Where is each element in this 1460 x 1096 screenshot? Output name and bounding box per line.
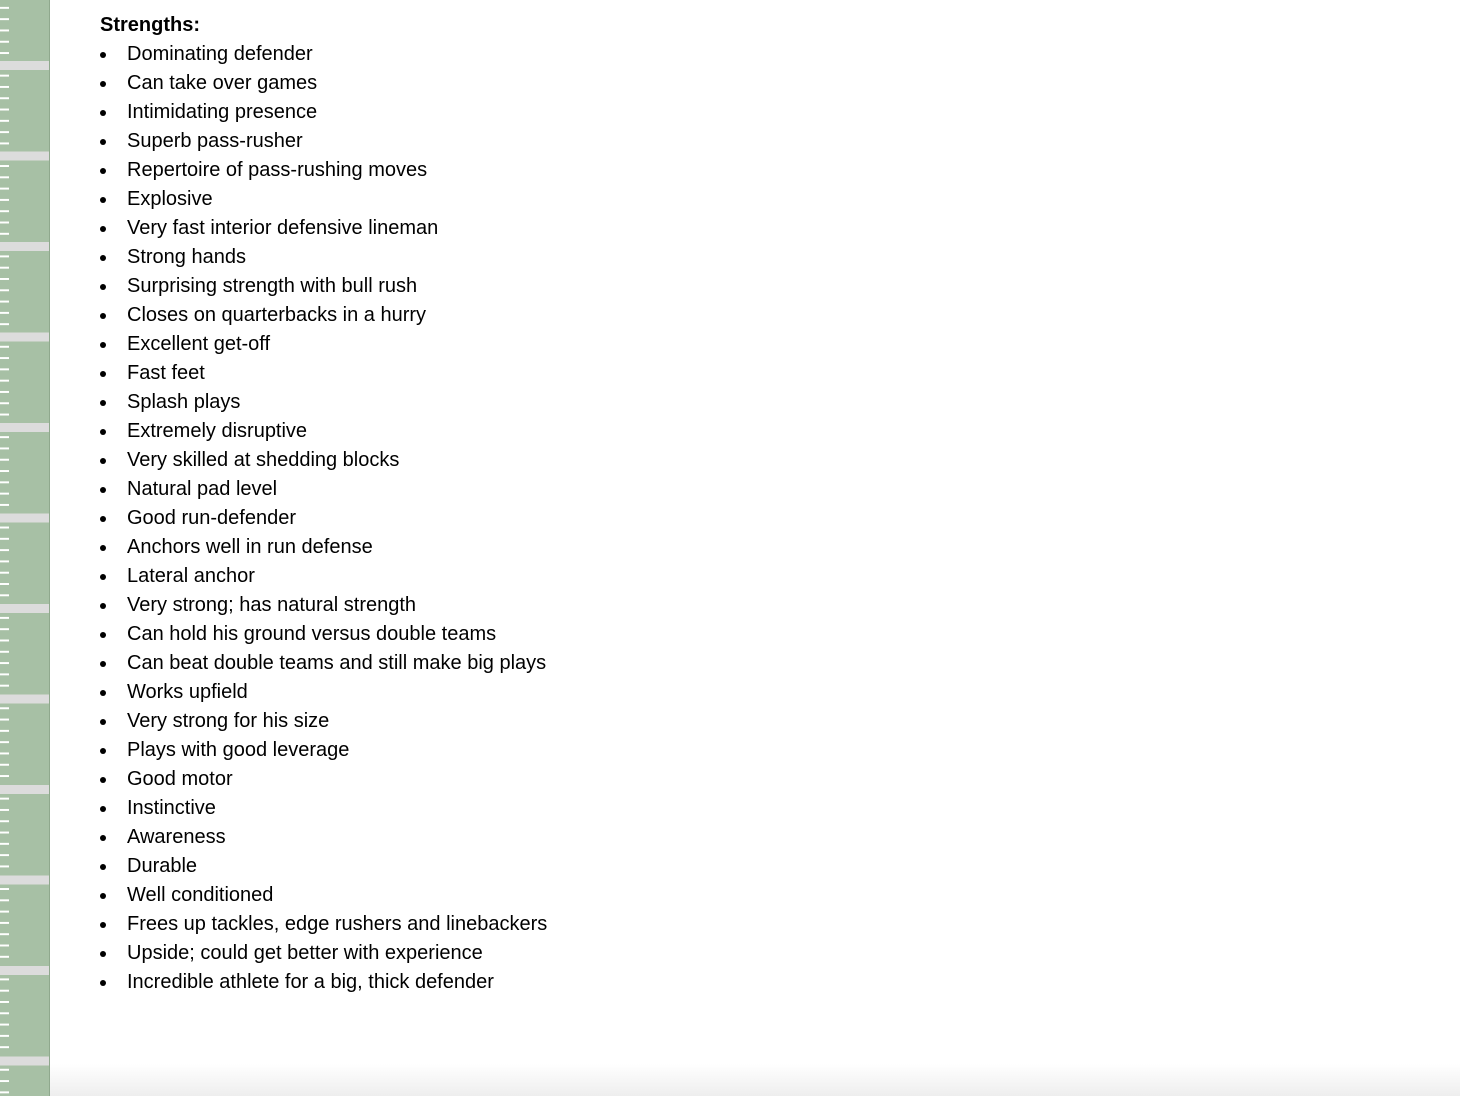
bullet-icon (100, 893, 106, 899)
strength-item (100, 910, 547, 939)
strength-item (100, 678, 547, 707)
bullet-icon (100, 139, 106, 145)
bullet-icon (100, 342, 106, 348)
bullet-icon (100, 516, 106, 522)
strength-item-text: Anchors well in run defense (127, 536, 373, 558)
bullet-icon (100, 661, 106, 667)
strength-item-text: Very strong for his size (127, 710, 330, 732)
strength-item-text: Superb pass-rusher (127, 130, 303, 152)
bullet-icon (100, 632, 106, 638)
strength-item-text: Natural pad level (127, 478, 278, 500)
strength-item-text: Closes on quarterbacks in a hurry (127, 304, 427, 326)
strength-item-text: Very fast interior defensive lineman (127, 217, 439, 239)
bullet-icon (100, 371, 106, 377)
strength-item-text: Can beat double teams and still make big plays (127, 652, 547, 674)
strength-item-text: Very strong; has natural strength (127, 594, 417, 616)
strength-item-text: Extremely disruptive (127, 420, 308, 442)
strength-item (100, 69, 547, 98)
strength-item-text: Repertoire of pass-rushing moves (127, 159, 428, 181)
bullet-icon (100, 748, 106, 754)
bullet-icon (100, 690, 106, 696)
strength-item (100, 823, 547, 852)
bullet-icon (100, 400, 106, 406)
bullet-icon (100, 980, 106, 986)
strength-item (100, 649, 547, 678)
bullet-icon (100, 574, 106, 580)
strength-item-text: Frees up tackles, edge rushers and linebackers (127, 913, 548, 935)
strength-item (100, 446, 547, 475)
strength-item (100, 881, 547, 910)
strength-item-text: Plays with good leverage (127, 739, 350, 761)
strength-item-text: Intimidating presence (127, 101, 318, 123)
strength-item (100, 272, 547, 301)
bullet-icon (100, 313, 106, 319)
strength-item-text: Excellent get-off (127, 333, 271, 355)
strength-item (100, 968, 547, 997)
strength-item-text: Surprising strength with bull rush (127, 275, 418, 297)
bullet-icon (100, 197, 106, 203)
strength-item-text: Awareness (127, 826, 226, 848)
strength-item-text: Good run-defender (127, 507, 297, 529)
strength-item-text: Very skilled at shedding blocks (127, 449, 400, 471)
strength-item (100, 562, 547, 591)
strength-item (100, 533, 547, 562)
bullet-icon (100, 110, 106, 116)
bullet-icon (100, 52, 106, 58)
bullet-icon (100, 922, 106, 928)
strength-item-text: Good motor (127, 768, 233, 790)
strength-item (100, 475, 547, 504)
bottom-edge-shadow (50, 1064, 1460, 1096)
bullet-icon (100, 806, 106, 812)
strength-item (100, 765, 547, 794)
bullet-icon (100, 81, 106, 87)
strength-item (100, 939, 547, 968)
strengths-section (100, 11, 547, 997)
bullet-icon (100, 168, 106, 174)
strength-item (100, 127, 547, 156)
strength-item (100, 185, 547, 214)
strength-item (100, 98, 547, 127)
strength-item (100, 591, 547, 620)
strength-item (100, 707, 547, 736)
strength-item-text: Can hold his ground versus double teams (127, 623, 497, 645)
strength-item-text: Instinctive (127, 797, 216, 819)
strength-item (100, 243, 547, 272)
strengths-heading: Strengths: (100, 14, 200, 36)
bullet-icon (100, 777, 106, 783)
strength-item-text: Dominating defender (127, 43, 313, 65)
bullet-icon (100, 487, 106, 493)
strength-item-text: Incredible athlete for a big, thick defender (127, 971, 494, 993)
bullet-icon (100, 226, 106, 232)
strength-item (100, 852, 547, 881)
bullet-icon (100, 864, 106, 870)
strength-item-text: Durable (127, 855, 198, 877)
strength-item (100, 40, 547, 69)
strength-item-text: Works upfield (127, 681, 248, 703)
strength-item (100, 620, 547, 649)
strength-item (100, 301, 547, 330)
strength-item (100, 330, 547, 359)
strength-item (100, 156, 547, 185)
bullet-icon (100, 545, 106, 551)
bullet-icon (100, 429, 106, 435)
strength-item-text: Explosive (127, 188, 213, 210)
football-field-border (0, 0, 50, 1096)
bullet-icon (100, 719, 106, 725)
bullet-icon (100, 835, 106, 841)
strength-item-text: Lateral anchor (127, 565, 255, 587)
strength-item-text: Upside; could get better with experience (127, 942, 483, 964)
bullet-icon (100, 284, 106, 290)
bullet-icon (100, 458, 106, 464)
strength-item-text: Can take over games (127, 72, 318, 94)
strength-item (100, 214, 547, 243)
strengths-list (100, 40, 547, 997)
strength-item (100, 417, 547, 446)
strength-item-text: Strong hands (127, 246, 246, 268)
strength-item-text: Splash plays (127, 391, 241, 413)
strength-item-text: Well conditioned (127, 884, 274, 906)
strength-item (100, 794, 547, 823)
bullet-icon (100, 603, 106, 609)
strength-item (100, 736, 547, 765)
strength-item (100, 388, 547, 417)
strength-item (100, 504, 547, 533)
strength-item-text: Fast feet (127, 362, 205, 384)
strength-item (100, 359, 547, 388)
bullet-icon (100, 255, 106, 261)
bullet-icon (100, 951, 106, 957)
